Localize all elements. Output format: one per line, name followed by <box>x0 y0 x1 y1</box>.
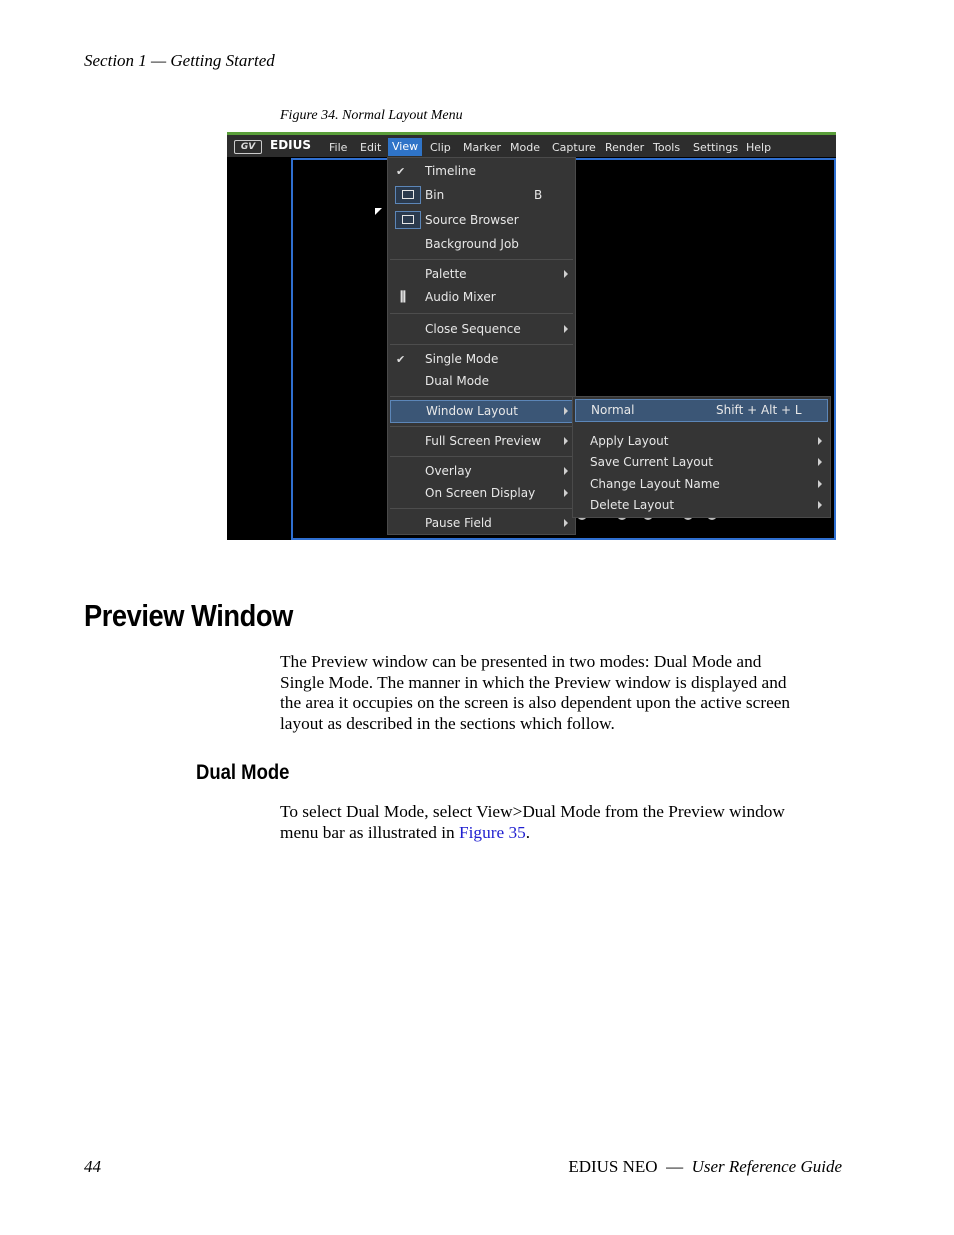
view-menu <box>387 157 576 535</box>
window-layout-submenu <box>572 396 831 518</box>
menu-mode[interactable]: Mode <box>510 141 540 154</box>
page-number: 44 <box>84 1157 101 1176</box>
submenu-arrow-icon <box>564 407 568 415</box>
figure-35-link[interactable]: Figure 35 <box>459 822 526 842</box>
submenu-arrow-icon <box>564 270 568 278</box>
bin-icon <box>395 186 421 204</box>
menu-view[interactable]: View <box>388 138 422 156</box>
running-header: Section 1 — Getting Started <box>84 51 275 70</box>
app-brand: EDIUS <box>270 138 312 152</box>
menu-item-window-layout[interactable]: Window Layout <box>390 400 573 423</box>
audio-mixer-icon: ⫼ <box>400 290 406 305</box>
menu-item-change-layout-name[interactable]: Change Layout Name <box>573 474 830 495</box>
menu-item-pause-field[interactable]: Pause Field <box>388 513 575 534</box>
check-icon: ✔ <box>396 165 406 178</box>
submenu-arrow-icon <box>818 458 822 466</box>
menu-item-bin[interactable]: Bin B <box>388 185 575 206</box>
menu-item-dual-mode[interactable]: Dual Mode <box>425 374 490 388</box>
menu-clip[interactable]: Clip <box>430 141 451 154</box>
menu-item-palette[interactable]: Palette <box>388 264 575 285</box>
menu-separator <box>390 344 573 345</box>
check-icon: ✔ <box>396 353 406 366</box>
menu-item-background-job[interactable]: Background Job <box>425 237 519 251</box>
menu-item-full-screen-preview[interactable]: Full Screen Preview <box>388 431 575 452</box>
app-menubar <box>227 135 836 157</box>
gv-logo-icon: GV <box>234 140 262 154</box>
section-heading: Preview Window <box>84 598 293 633</box>
menu-marker[interactable]: Marker <box>463 141 502 154</box>
submenu-arrow-icon <box>564 489 568 497</box>
menu-help[interactable]: Help <box>746 141 772 154</box>
menu-separator <box>390 508 573 509</box>
menu-item-overlay[interactable]: Overlay <box>388 461 575 482</box>
submenu-arrow-icon <box>564 325 568 333</box>
subsection-heading: Dual Mode <box>196 761 290 784</box>
figure-caption: Figure 34. Normal Layout Menu <box>280 108 463 123</box>
menu-separator <box>390 426 573 427</box>
menu-separator <box>390 456 573 457</box>
submenu-arrow-icon <box>818 501 822 509</box>
menu-item-close-sequence[interactable]: Close Sequence <box>388 319 575 340</box>
figure-screenshot <box>227 132 836 540</box>
menu-tools[interactable]: Tools <box>653 141 681 154</box>
intro-paragraph: The Preview window can be presented in two modes: Dual Mode and Single Mode. The manner in which the Preview window is displayed and the area it occupies on the screen is also dependent upon the active screen layout as described in the sections which follow. <box>280 652 791 733</box>
submenu-arrow-icon <box>818 480 822 488</box>
menu-item-on-screen-display[interactable]: On Screen Display <box>388 483 575 504</box>
menu-separator <box>390 396 573 397</box>
marker-icon <box>375 208 382 215</box>
source-browser-icon <box>395 211 421 229</box>
menu-item-normal[interactable]: Normal Shift + Alt + L <box>575 399 828 422</box>
running-footer: EDIUS NEO — User Reference Guide <box>568 1157 842 1176</box>
menu-item-source-browser[interactable]: Source Browser <box>388 210 575 231</box>
menu-item-delete-layout[interactable]: Delete Layout <box>573 495 830 516</box>
menu-item-audio-mixer[interactable]: ⫼ Audio Mixer <box>388 287 575 308</box>
submenu-arrow-icon <box>564 437 568 445</box>
dual-mode-paragraph: To select Dual Mode, select View>Dual Mode from the Preview window menu bar as illustrated in Figure 35. <box>280 802 785 842</box>
menu-separator <box>390 313 573 314</box>
menu-item-timeline[interactable]: ✔ Timeline <box>388 161 575 182</box>
menu-capture[interactable]: Capture <box>552 141 596 154</box>
menu-edit[interactable]: Edit <box>360 141 382 154</box>
menu-item-single-mode[interactable]: ✔ Single Mode <box>388 349 575 370</box>
submenu-arrow-icon <box>564 519 568 527</box>
menu-settings[interactable]: Settings <box>693 141 739 154</box>
submenu-arrow-icon <box>564 467 568 475</box>
submenu-arrow-icon <box>818 437 822 445</box>
menu-item-save-current-layout[interactable]: Save Current Layout <box>573 452 830 473</box>
menu-separator <box>390 259 573 260</box>
menu-item-apply-layout[interactable]: Apply Layout <box>573 431 830 452</box>
menu-render[interactable]: Render <box>605 141 645 154</box>
menu-file[interactable]: File <box>329 141 348 154</box>
